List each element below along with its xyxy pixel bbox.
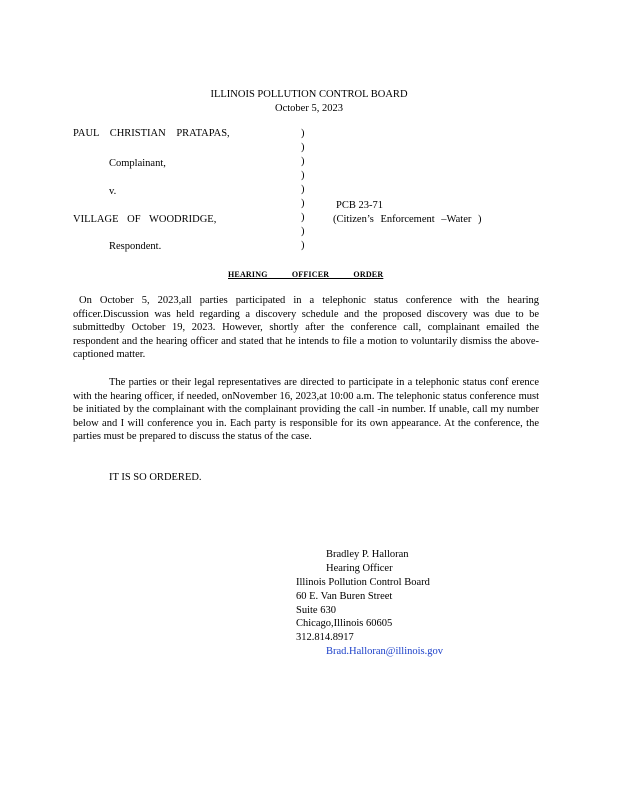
signer-city: Chicago,Illinois 60605 [296, 618, 393, 630]
complainant-role: Complainant, [109, 158, 166, 169]
signer-name: Bradley P. Halloran [326, 549, 409, 560]
paragraph-2: The parties or their legal representatives are directed to participate in a telephonic status conf erence with the hearing officer, if needed, onNovember 16, 2023,at 10:00 a.m. The telephonic status conference must be initiated by the complainant with the complainant providing the call -in number. If unable, call my number below and I will conference you in. Each party is responsible for its own appearance. At the conference, the parties must be prepared to discuss the status of the case. [73, 377, 539, 443]
bracket-line: ) [301, 211, 305, 223]
complainant-name: PAUL CHRISTIAN PRATAPAS, [73, 128, 230, 139]
bracket-line: ) [301, 225, 305, 237]
agency-title: ILLINOIS POLLUTION CONTROL BOARD [210, 89, 408, 100]
respondent-name: VILLAGE OF WOODRIDGE, [73, 214, 217, 225]
bracket-line: ) [301, 239, 305, 251]
respondent-role: Respondent. [109, 241, 162, 252]
signer-email-link[interactable]: Brad.Halloran@illinois.gov [326, 646, 443, 658]
case-number: PCB 23-71 [336, 200, 383, 211]
bracket-line: ) [301, 128, 305, 139]
signer-street: 60 E. Van Buren Street [296, 590, 393, 602]
signer-title: Hearing Officer [326, 562, 393, 574]
caption-bracket [301, 127, 311, 252]
bracket-line: ) [301, 141, 305, 153]
signature-block [296, 548, 556, 659]
bracket-line: ) [301, 169, 305, 181]
order-title: HEARING OFFICER ORDER [228, 270, 384, 279]
versus-label: v. [109, 186, 117, 197]
bracket-line: ) [301, 183, 305, 195]
bracket-line: ) [301, 197, 305, 209]
bracket-line: ) [301, 155, 305, 167]
case-type: (Citizen’s Enforcement –Water ) [333, 214, 482, 225]
signer-phone: 312.814.8917 [296, 632, 354, 644]
signer-suite: Suite 630 [296, 604, 336, 616]
order-date: October 5, 2023 [275, 103, 343, 114]
signer-organization: Illinois Pollution Control Board [296, 576, 430, 588]
order-closing: IT IS SO ORDERED. [109, 472, 202, 483]
paragraph-1: On October 5, 2023,all parties participated in a telephonic status conference with the hearing officer.Discussion was held regarding a discovery schedule and the proposed discovery was due to be submittedby October 19, 2023. However, shortly after the conference call, complainant emailed the respondent and the hearing officer and stated that he intends to file a motion to voluntarily dismiss the above- captioned matter. [73, 295, 539, 361]
